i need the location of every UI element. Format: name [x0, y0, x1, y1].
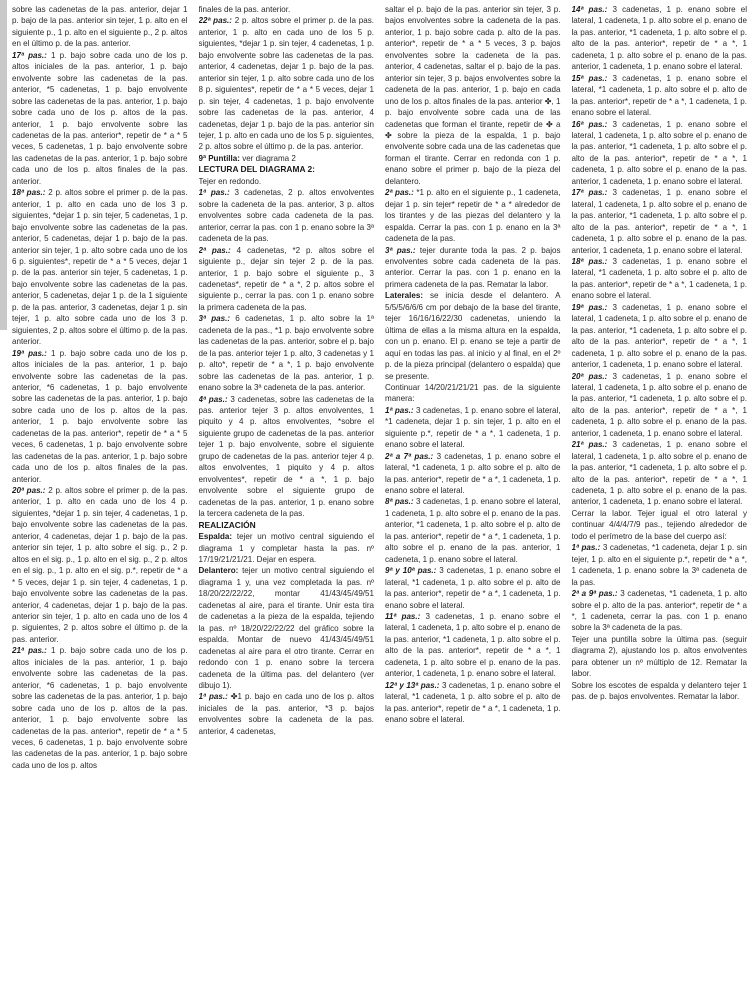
instruction-text: finales de la pas. anterior. — [198, 5, 291, 14]
row-label: 12ª y 13ª pas.: — [385, 680, 440, 690]
instruction-paragraph — [385, 405, 561, 451]
instruction-paragraph — [199, 691, 375, 737]
row-label: 17ª pas.: — [12, 50, 47, 60]
instruction-paragraph — [199, 4, 375, 15]
instruction-paragraph — [12, 187, 188, 347]
row-label: 2ª a 7ª pas.: — [385, 451, 434, 461]
instruction-text: 3 cadenetas, sobre las cadenetas de la pas. anterior tejer 3 p. altos envolventes, 1 piquito y 4 p. altos envolventes, *sobre el siguiente grupo de cadenetas de la pas. anterior tejer 1 p. bajo envolvente, sobre el siguiente grupo de cadenetas de la pas. anterior tejer 4 p. altos envolventes, 1 piquito y 4 p. altos envolventes*, repetir de * a *, 1 p. bajo envolvente sobre el siguiente grupo de cadenetas de la pas. anterior, 1 p. enano sobre la tercera cadeneta de la pas. — [198, 394, 374, 519]
instruction-text: 3 cadenetas, 1 p. enano sobre el lateral, 1 cadeneta, 1 p. alto sobre el p. enano de la pas. anterior, *1 cadeneta, 1 p. alto sobre el p. alto de la pas. anterior*, repetir de * a *, 1 cadeneta, 1 p. alto sobre el p. enano de la pas. anterior, 1 cadeneta, 1 p. enano sobre el lateral. — [571, 440, 747, 507]
row-label: 14ª pas.: — [571, 5, 608, 14]
row-label: 3ª pas.: — [198, 314, 230, 324]
instruction-text: 3 cadenetas, 1 p. enano sobre el lateral, 1 cadeneta, 1 p. alto sobre el p. enano de la pas. anterior, *1 cadeneta, 1 p. alto sobre el p. alto de la pas. anterior*, repetir de * a *, 1 cadeneta, 1 p. alto sobre el p. enano de la pas. anterior, 1 cadeneta, 1 p. enano sobre el lateral. — [571, 5, 747, 72]
instruction-text: ver diagrama 2 — [242, 153, 296, 163]
instruction-text: 2 p. altos sobre el primer p. de la pas. anterior, 1 p. alto en cada uno de los 3 p. siguientes, *dejar 1 p. sin tejer, 5 cadenetas, 1 p. bajo envolvente sobre las cadenetas de la pas. anterior, 5 cadenetas, dejar 1 p. bajo de la pas. anterior sin tejer, 1 p. alto sobre cada uno de los 6 p. siguientes*, repetir de * a * 5 veces, dejar 1 p. de la pas. anterior sin tejer, 5 cadenetas, 1 p. bajo envolvente sobre las cadenetas de la pas. anterior, 5 cadenetas, dejar 1 p. de la 1 siguiente p. de la pas. anterior, 3 cadenetas, dejar 1 p. sin tejer, 1 p. alto sobre cada uno de los 3 p. siguientes, 2 p. altos sobre el último p. de la pas. anterior. — [12, 188, 188, 347]
instruction-text: 1 p. bajo sobre cada uno de los p. altos iniciales de la pas. anterior, 1 p. bajo envolvente sobre las cadenetas de la pas. anterior, *6 cadenetas, 1 p. bajo envolvente sobre las cadenetas de la pas. anterior, 1 p. bajo sobre cada uno de los p. altos de la pas. anterior, 1 p. bajo envolvente sobre las cadenetas de la pas. anterior*, repetir de * a * 5 veces, 6 cadenetas, 1 p. bajo envolvente sobre las cadenetas de la pas. anterior, 1 p. bajo sobre cada uno de los p. altos finales de la pas. anterior. — [12, 348, 188, 484]
instruction-paragraph — [572, 371, 748, 440]
instruction-text: 3 cadenetas, 1 p. enano sobre el lateral, *1 cadeneta, 1 p. alto sobre el p. alto de la pas. anterior*, repetir de * a *, 1 cadeneta, 1 p. enano sobre el lateral. — [385, 451, 561, 496]
column-4 — [572, 4, 748, 997]
column-3 — [385, 4, 561, 997]
row-label: 20ª pas.: — [12, 486, 46, 496]
row-label: Delantero: — [198, 566, 239, 576]
instruction-text: saltar el p. bajo de la pas. anterior sin tejer, 3 p. bajos envolventes sobre la cadeneta de la pas. anterior, 1 p. bajo sobre cada p. alto de la pas. anterior*, repetir de * a * 5 veces, 3 p. bajos envolventes sobre la cadeneta de la pas. anterior, 4 cadenetas, saltar el p. bajo de la pas. anterior sin tejer, 3 p. bajos envolventes sobre la cadeneta de la pas. anterior, 1 p. bajo en cada uno de los p. altos finales de la pas. anterior ✤, 1 p. bajo envolvente sobre cada una de las cadenetas que forman el tirante, repetir de ✤ a ✤ sobre la pieza de la espalda, 1 p. bajo envolvente sobre cada una de las cadenetas que forman el tirante. Cerrar en redonda con 1 p. enano sobre el primer p. bajo de la pieza del delantero. — [385, 5, 561, 186]
instruction-text: 3 cadenetas, *1 cadeneta, dejar 1 p. sin tejer, 1 p. alto en el siguiente p.*, repetir de * a *, 1 cadeneta, 1 p. enano sobre la 3ª cadeneta de la pas. — [571, 543, 747, 587]
instruction-text: 3 cadenetas, 1 p. enano sobre el lateral, 1 cadeneta, 1 p. alto sobre el p. enano de la pas. anterior, *1 cadeneta, 1 p. alto sobre el p. alto de la pas. anterior*, repetir de * a *, 1 cadeneta, 1 p. alto sobre el p. enano de la pas. anterior, 1 cadeneta, 1 p. enano sobre el lateral. — [385, 612, 561, 679]
instruction-paragraph — [12, 645, 188, 771]
instruction-paragraph — [385, 611, 561, 680]
row-label: 1ª pas.: — [198, 188, 230, 198]
instruction-text: 2 p. altos sobre el primer p. de la pas. anterior, 1 p. alto en cada uno de los 5 p. siguientes, *dejar 1 p. sin tejer, 4 cadenetas, 1 p. bajo envolvente sobre las cadenetas de la pas. anterior, 4 cadenetas, dejar 1 p. bajo de la pas. anterior sin tejer, 1 p. alto sobre cada uno de los 8 p. siguientes*, repetir de * a * 5 veces, dejar 1 p. sin tejer, 4 cadenetas, 1 p. bajo envolvente sobre las cadenetas de la pas. anterior, 4 cadenetas, dejar 1 p. bajo de la pas. anterior sin tejer, 1 p. alto en cada uno de los 5 p. siguientes, 2 p. altos sobre el último p. de la pas. anterior. — [198, 16, 374, 152]
instruction-paragraph — [572, 588, 748, 634]
row-label: 18ª pas.: — [571, 256, 608, 266]
section-heading: REALIZACIÓN — [198, 519, 256, 530]
instruction-paragraph — [385, 290, 561, 382]
instruction-text: *1 p. alto en el siguiente p., 1 cadeneta, dejar 1 p. sin tejer* repetir de * a * alrededor de los tirantes y de las piezas del delantero y la espalda. Cerrar la pas. con 1 p. enano en la 3ª cadeneta de la pas. — [385, 188, 561, 244]
instruction-text: 4 cadenetas, *2 p. altos sobre el siguiente p., dejar sin tejer 2 p. de la pas. anterior, 1 p. bajo sobre el siguiente p., 3 cadenetas*, repetir de * a *, 2 p. altos sobre el siguiente p., cerrar la pas. con 1 p. enano sobre la primera cadeneta de la pas. — [198, 245, 374, 312]
instruction-text: tejer un motivo central siguiendo el diagrama 1 y, una vez completada la pas. nº 18/20/22/22/22, montar 41/43/45/49/51 cadenetas al aire, para el tirante. Unir esta tira de cadenetas a la pieza de la espalda, tejiendo la pas. nº 18/20/22/22/22 del gráfico sobre la espalda. Montar de nuevo 41/43/45/49/51 cadenetas al aire para el otro tirante. Cerrar en redondo con 1 p. enano sobre la tercera cadeneta de la última pas. del delantero (ver dibujo 1). — [198, 566, 374, 691]
instruction-text: ✤1 p. bajo en cada uno de los p. altos iniciales de la pas. anterior, *3 p. bajos envolventes sobre la cadeneta de la pas. anterior, 4 cadenetas, — [198, 692, 374, 736]
row-label: 4ª pas.: — [198, 394, 228, 404]
row-label: 9ª Puntilla: — [198, 153, 240, 163]
instruction-text: 3 cadenetas, 1 p. enano sobre el lateral, *1 cadeneta, dejar 1 p. sin tejer, 1 p. alto en el siguiente p.*, repetir de * a *, 1 cadeneta, 1 p. enano sobre el lateral. — [385, 405, 561, 450]
row-label: 20ª pas.: — [571, 371, 608, 381]
instruction-paragraph — [199, 313, 375, 393]
row-label: 1ª pas.: — [385, 405, 414, 415]
instruction-text: Tejer una puntilla sobre la última pas. (seguir diagrama 2), ajustando los p. altos envolventes para obtener un nº múltiplo de 12. Rematar la labor. — [571, 634, 747, 679]
row-label: 1ª pas.: — [198, 692, 228, 702]
column-2 — [199, 4, 375, 997]
row-label: 8ª pas.: — [385, 497, 414, 507]
instruction-paragraph — [572, 439, 748, 508]
instruction-text: 3 cadenetas, 1 p. enano sobre el lateral, 1 cadeneta, 1 p. alto sobre el p. enano de la pas. anterior, *1 cadeneta, 1 p. alto sobre el p. alto de la pas. anterior*, repetir de * a *, 1 cadeneta, 1 p. alto sobre el p. enano de la pas. anterior, 1 cadeneta, 1 p. enano sobre el lateral. — [571, 188, 747, 255]
instruction-paragraph — [385, 245, 561, 291]
row-label: 21ª pas.: — [12, 646, 47, 656]
row-label: 2ª pas.: — [198, 245, 231, 255]
instruction-text: se inicia desde el delantero. A 5/5/5/6/6/6 cm por debajo de la base del tirante, tejer 16/16/16/22/30 cadenetas, uniendo la última de ellas a la misma altura en la espalda, con un p. enano. El p. enano se teje a partir de aquí en todas las pas. al inicio y al final, en el 2º p. de la pieza principal (delantero o espalda) que se presente. — [385, 291, 561, 381]
row-label: 9ª y 10ª pas.: — [385, 566, 437, 576]
row-label: 11ª pas.: — [385, 612, 421, 622]
row-label: 2ª a 9ª pas.: — [571, 589, 618, 599]
instruction-paragraph — [385, 565, 561, 611]
instruction-paragraph — [572, 256, 748, 302]
instruction-paragraph — [572, 508, 748, 542]
instruction-text: 3 cadenetas, 1 p. enano sobre el lateral, 1 cadeneta, 1 p. alto sobre el p. enano de la pas. anterior, *1 cadeneta, 1 p. alto sobre el p. alto de la pas. anterior*, repetir de * a *, 1 cadeneta, 1 p. alto sobre el p. enano de la pas. anterior, 1 cadeneta, 1 p. enano sobre el lateral. — [385, 497, 561, 564]
instruction-paragraph — [199, 565, 375, 691]
instruction-text: Continuar 14/20/21/21/21 pas. de la siguiente manera: — [385, 382, 561, 404]
instruction-paragraph — [12, 485, 188, 645]
instruction-paragraph — [572, 4, 748, 73]
instruction-paragraph — [385, 496, 561, 565]
row-label: 17ª pas.: — [571, 188, 608, 198]
instruction-paragraph — [572, 634, 748, 680]
instruction-paragraph — [572, 119, 748, 188]
instruction-paragraph — [385, 187, 561, 244]
instruction-paragraph — [199, 394, 375, 520]
row-label: 19ª pas.: — [571, 302, 608, 312]
row-label: Laterales: — [385, 291, 424, 301]
row-label: 19ª pas.: — [12, 348, 47, 358]
instruction-paragraph — [199, 15, 375, 152]
row-label: 18ª pas.: — [12, 188, 46, 198]
instruction-text: 6 cadenetas, 1 p. alto sobre la 1ª cadeneta de la pas., *1 p. bajo envolvente sobre las cadenetas de la pas. anterior, sobre el p. bajo de la pas. anterior tejer 1 p. alto, 3 cadenetas y 1 p. alto*, repetir de * a *, 1 p. bajo envolvente sobre las cadenetas de la pas. anterior, 1 p. enano sobre la 3ª cadeneta de la pas. anterior. — [198, 314, 374, 393]
instruction-text: 1 p. bajo sobre cada uno de los p. altos iniciales de la pas. anterior, 1 p. bajo envolvente sobre las cadenetas de la pas. anterior, *5 cadenetas, 1 p. bajo envolvente sobre las cadenetas de la pas. anterior, 1 p. bajo sobre cada uno de los p. altos de la pas. anterior, 1 p. bajo envolvente sobre las cadenetas de la pas. anterior*, repetir de * a * 5 veces, 5 cadenetas, 1 p. bajo envolvente sobre las cadenetas de la pas. anterior, 1 p. bajo sobre cada uno de los p. altos finales de la pas. anterior. — [12, 50, 188, 186]
instruction-paragraph — [199, 153, 375, 164]
instruction-text: 3 cadenetas, 1 p. enano sobre el lateral, *1 cadeneta, 1 p. alto sobre el p. alto de la pas. anterior*, repetir de * a *, 1 cadeneta, 1 p. enano sobre el lateral. — [385, 680, 561, 725]
instruction-paragraph — [12, 4, 188, 50]
instruction-text: sobre las cadenetas de la pas. anterior, dejar 1 p. bajo de la pas. anterior sin tejer, 1 p. alto en el siguiente p., 1 p. alto en el siguiente p., 2 p. altos en el último p. de la pas. anterior. — [12, 5, 188, 49]
instruction-text: 3 cadenetas, 1 p. enano sobre el lateral, 1 cadeneta, 1 p. alto sobre el p. enano de la pas. anterior, *1 cadeneta, 1 p. alto sobre el p. alto de la pas. anterior*, repetir de * a *, 1 cadeneta, 1 p. alto sobre el p. enano de la pas. anterior, 1 cadeneta, 1 p. enano sobre el lateral. — [571, 371, 747, 438]
row-label: 3ª pas.: — [385, 245, 416, 255]
instruction-text: 3 cadenetas, 1 p. enano sobre el lateral, *1 cadeneta, 1 p. alto sobre el p. alto de la pas. anterior*, repetir de * a *, 1 cadeneta, 1 p. enano sobre el lateral. — [571, 256, 747, 301]
instruction-paragraph — [572, 302, 748, 371]
row-label: 22ª pas.: — [198, 16, 232, 26]
row-label: 16ª pas.: — [571, 119, 608, 129]
row-label: 21ª pas.: — [571, 440, 608, 450]
instruction-paragraph — [12, 50, 188, 187]
instruction-text: Tejer en redondo. — [198, 176, 262, 186]
row-label: 15ª pas.: — [571, 73, 608, 83]
instruction-text: 3 cadenetas, 1 p. enano sobre el lateral, *1 cadeneta, 1 p. alto sobre el p. alto de la pas. anterior*, repetir de * a *, 1 cadeneta, 1 p. enano sobre el lateral. — [571, 73, 747, 118]
instruction-paragraph — [572, 73, 748, 119]
row-label: Espalda: — [198, 532, 233, 542]
instruction-text: tejer durante toda la pas. 2 p. bajos envolventes sobre cada cadeneta de la pas. anterior. Cerrar la pas. con 1 p. enano en la primera cadeneta de la pas. Rematar la labor. — [385, 245, 561, 289]
instruction-paragraph — [199, 531, 375, 565]
instruction-paragraph — [385, 382, 561, 405]
instruction-paragraph — [385, 680, 561, 726]
instruction-paragraph — [199, 176, 375, 187]
instructions-columns — [12, 4, 747, 997]
instruction-paragraph — [572, 680, 748, 703]
instruction-paragraph — [385, 4, 561, 187]
instruction-paragraph — [385, 451, 561, 497]
page-edge-tab — [0, 0, 7, 330]
instruction-text: 3 cadenetas, 2 p. altos envolventes sobre la cadeneta de la pas. anterior, 3 p. altos envolventes sobre cada cadeneta de la pas. anterior, cerrar la pas. con 1 p. enano sobre la 3ª cadeneta de la pas. — [198, 188, 374, 244]
instruction-text: 3 cadenetas, 1 p. enano sobre el lateral, 1 cadeneta, 1 p. alto sobre el p. enano de la pas. anterior, *1 cadeneta, 1 p. alto sobre el p. alto de la pas. anterior*, repetir de * a *, 1 cadeneta, 1 p. alto sobre el p. enano de la pas. anterior, 1 cadeneta, 1 p. enano sobre el lateral. — [571, 119, 747, 186]
instruction-paragraph — [572, 187, 748, 256]
instruction-text: Sobre los escotes de espalda y delantero tejer 1 pas. de p. bajos envolventes. Rematar la labor. — [571, 680, 747, 702]
instruction-paragraph — [572, 542, 748, 588]
instruction-paragraph — [199, 245, 375, 314]
instruction-text: tejer un motivo central siguiendo el diagrama 1 y completar hasta la pas. nº 17/19/21/21/21. Dejar en espera. — [198, 532, 374, 565]
row-label: 1ª pas.: — [571, 543, 601, 553]
instruction-text: 2 p. altos sobre el primer p. de la pas. anterior, 1 p. alto en cada uno de los 4 p. siguientes, *dejar 1 p. sin tejer, 4 cadenetas, 1 p. bajo envolvente sobre las cadenetas de la pas. anterior, 4 cadenetas, dejar 1 p. bajo de la pas. anterior sin tejer, 1 p. alto sobre el sig. p., 2 p. altos en el sig. p., 1 p. alto en el sig. p., 2 p. altos en el sig. p., 1 p. alto en el sig. p.*, repetir de * a * 5 veces, dejar 1 p. sin tejer, 4 cadenetas, 1 p. bajo envolvente sobre las cadenetas de la pas. anterior, 4 cadenetas, dejar 1 p. bajo de la pas. anterior sin tejer, 1 p. alto en cada uno de los 4 p. siguientes, 2 p. altos sobre el último p. de la pas. anterior. — [12, 486, 188, 644]
instruction-text: 3 cadenetas, 1 p. enano sobre el lateral, *1 cadeneta, 1 p. alto sobre el p. alto de la pas. anterior*, repetir de * a *, 1 cadeneta, 1 p. enano sobre el lateral. — [385, 566, 561, 610]
instruction-text: Cerrar la labor. Tejer igual el otro lateral y continuar 4/4/4/7/9 pas., tejiendo alrededor de todo el perímetro de la base del cuerpo así: — [571, 508, 747, 541]
section-heading: LECTURA DEL DIAGRAMA 2: — [198, 164, 315, 175]
instruction-paragraph — [199, 187, 375, 244]
column-1 — [12, 4, 188, 997]
instruction-text: 3 cadenetas, *1 cadeneta, 1 p. alto sobre el p. alto de la pas. anterior*, repetir de * a *, 1 cadeneta, cerrar la pas. con 1 p. enano sobre la 3ª cadeneta de la pas. — [571, 589, 747, 633]
row-label: 2ª pas.: — [385, 188, 414, 198]
instruction-text: 1 p. bajo sobre cada uno de los p. altos iniciales de la pas. anterior, 1 p. bajo envolvente sobre las cadenetas de la pas. anterior, *6 cadenetas, 1 p. bajo envolvente sobre las cadenetas de la pas. anterior, 1 p. bajo sobre cada uno de los p. altos de la pas. anterior, 1 p. bajo envolvente sobre las cadenetas de la pas. anterior*, repetir de * a * 5 veces, 6 cadenetas, 1 p. bajo envolvente sobre las cadenetas de la pas. anterior, 1 p. bajo sobre cada uno de los p. altos — [12, 646, 188, 770]
instruction-text: 3 cadenetas, 1 p. enano sobre el lateral, 1 cadeneta, 1 p. alto sobre el p. enano de la pas. anterior, *1 cadeneta, 1 p. alto sobre el p. alto de la pas. anterior*, repetir de * a *, 1 cadeneta, 1 p. alto sobre el p. enano de la pas. anterior, 1 cadeneta, 1 p. enano sobre el lateral. — [571, 302, 747, 370]
instruction-paragraph — [12, 348, 188, 485]
